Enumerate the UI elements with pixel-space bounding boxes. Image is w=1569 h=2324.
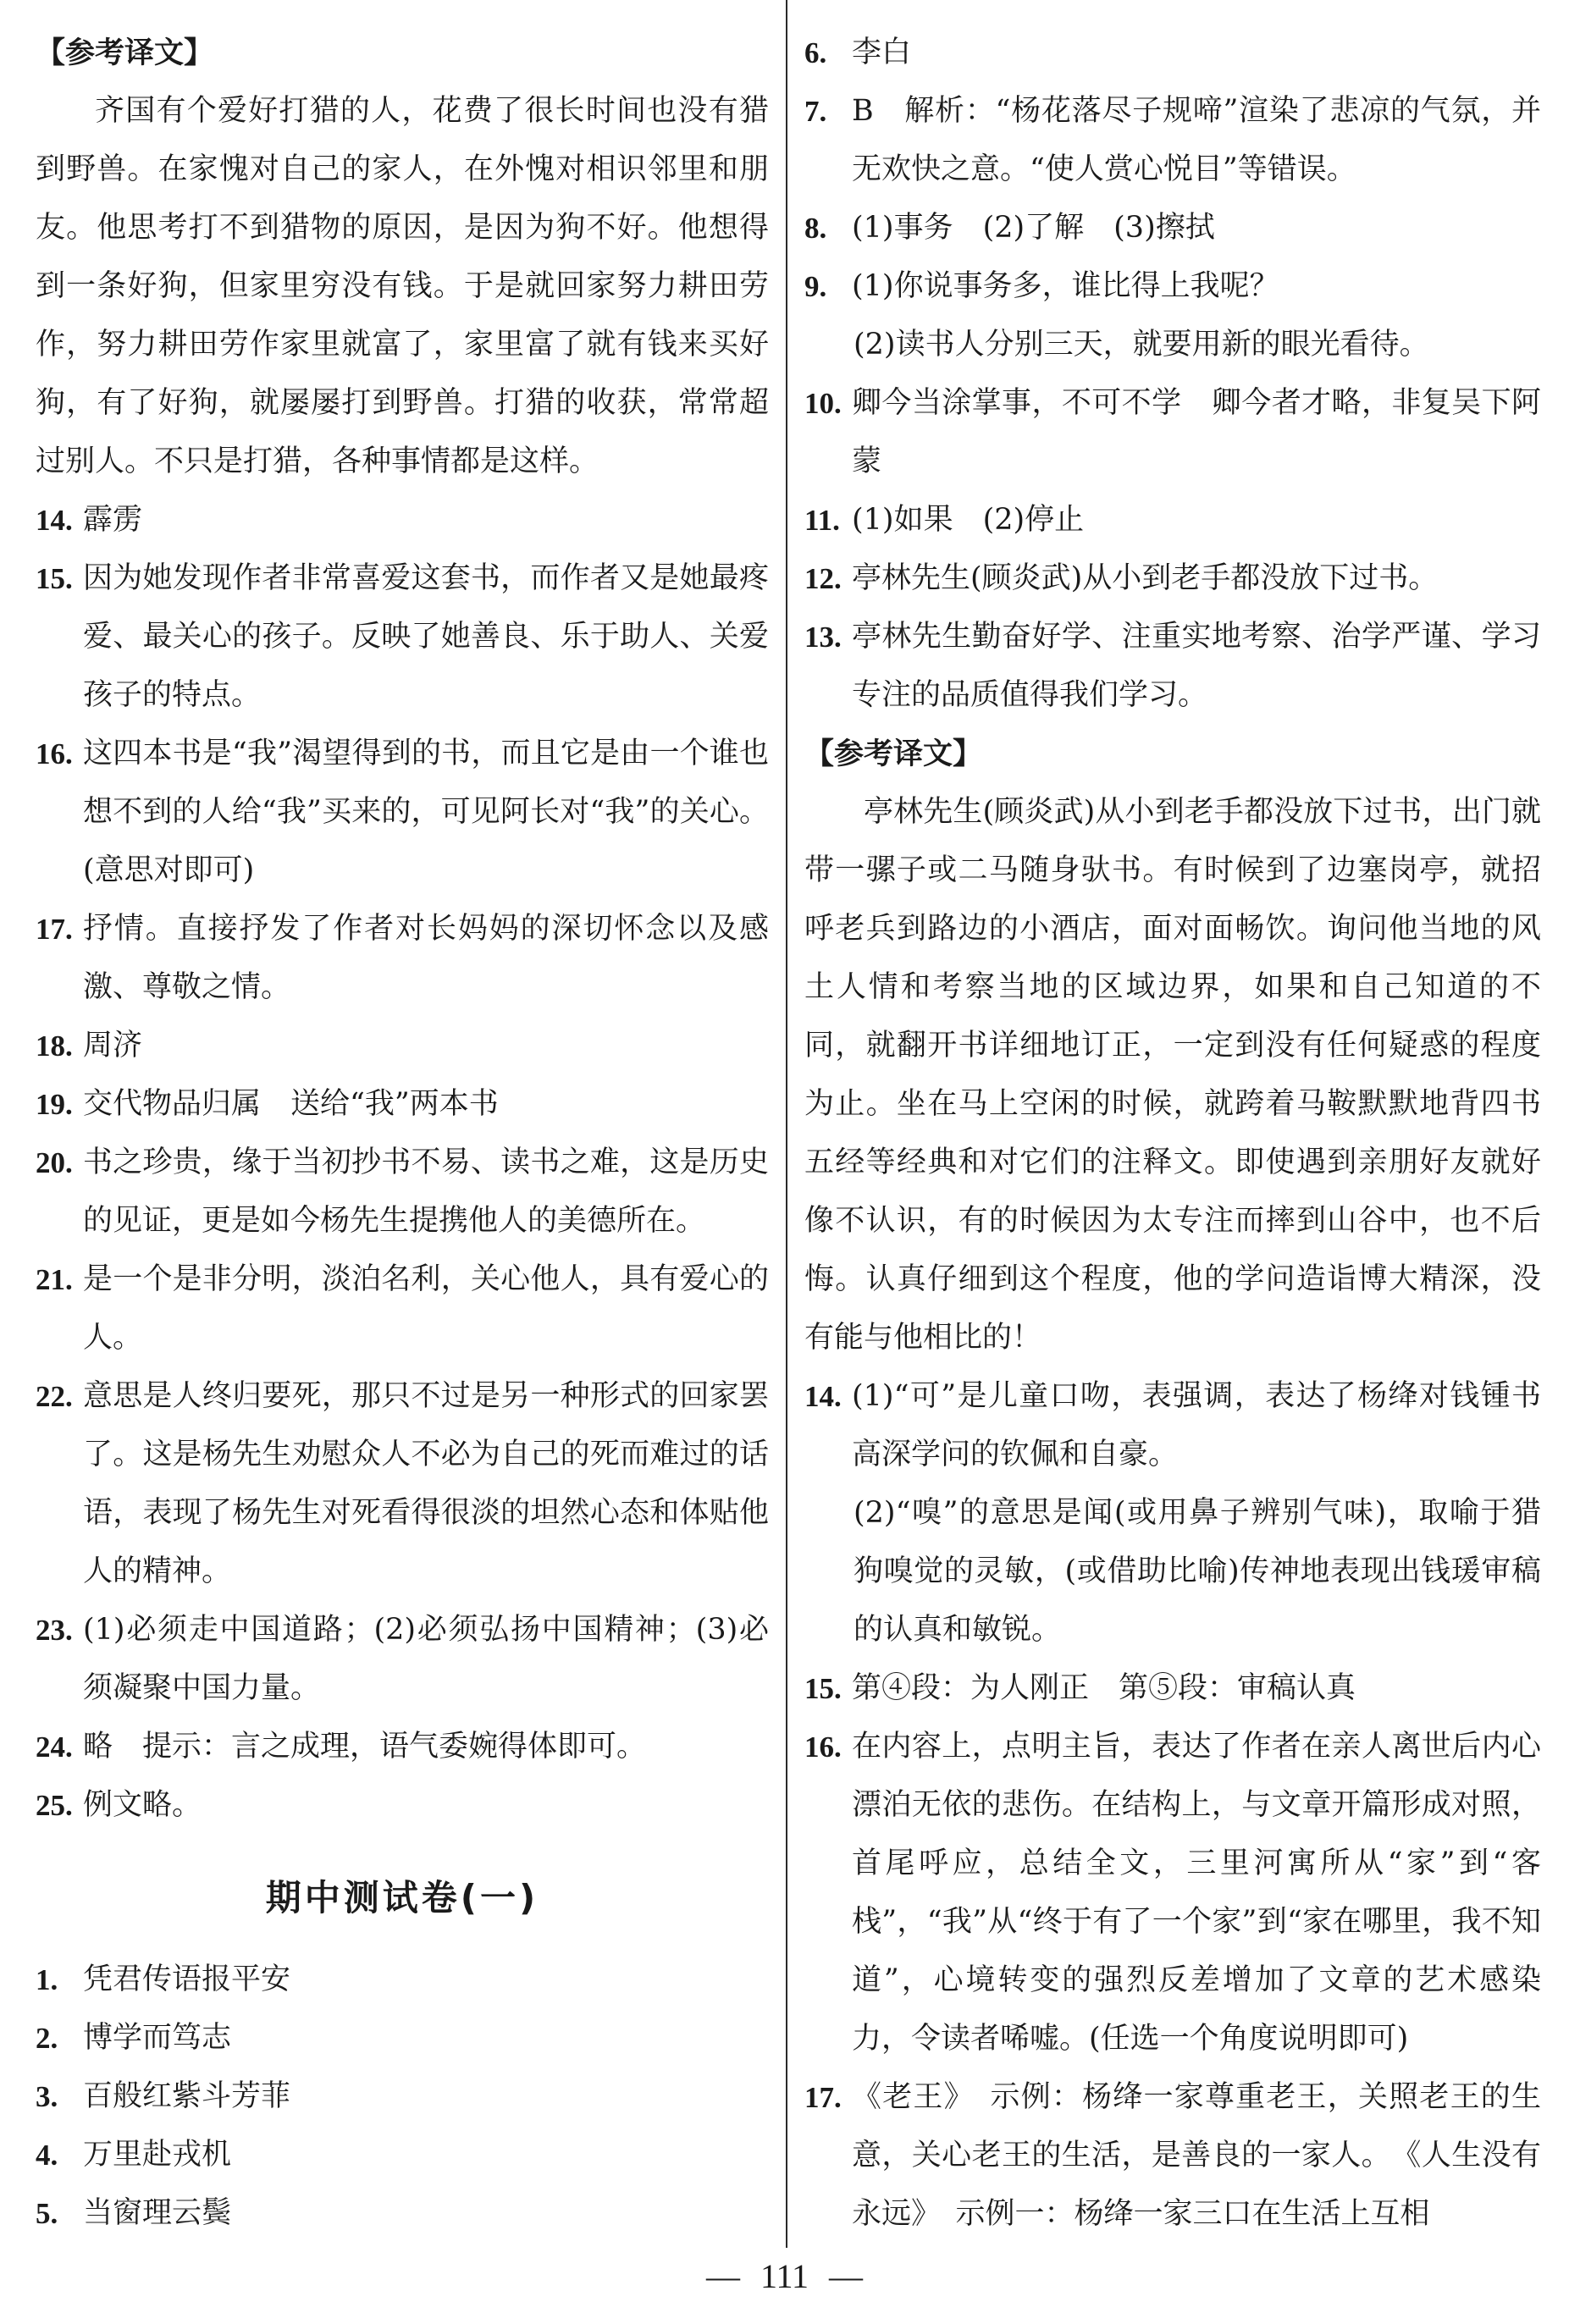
item-text: 亭林先生勤奋好学、注重实地考察、治学严谨、学习专注的品质值得我们学习。 <box>852 620 1541 712</box>
item-number: 25. <box>36 1789 73 1822</box>
page-number-dash-left: — <box>705 2257 740 2295</box>
answer-item <box>36 491 769 549</box>
page-number <box>0 2256 1569 2296</box>
item-number: 23. <box>36 1614 73 1647</box>
item-text: 万里赴戎机 <box>83 2138 232 2172</box>
item-number: 14. <box>36 504 73 537</box>
item-text: 交代物品归属 送给“我”两本书 <box>83 1087 499 1121</box>
left-column <box>36 24 769 2243</box>
answer-item <box>36 2184 769 2243</box>
item-number: 11. <box>804 504 840 537</box>
item-number: 17. <box>36 913 73 946</box>
item-number: 1. <box>36 1963 58 1996</box>
item-text: 书之珍贵，缘于当初抄书不易、读书之难，这是历史的见证，更是如今杨先生提携他人的美德所在。 <box>83 1145 769 1238</box>
item-text: 《老王》 示例：杨绛一家尊重老王，关照老王的生意，关心老王的生活，是善良的一家人。 《人生没有永远》 示例一：杨绛一家三口在生活上互相 <box>852 2080 1541 2231</box>
answer-item <box>804 24 1541 82</box>
item-text: 意思是人终归要死，那只不过是另一种形式的回家罢了。这是杨先生劝慰众人不必为自己的死而难过的话语，表现了杨先生对死看得很淡的坦然心态和体贴他人的精神。 <box>83 1379 769 1588</box>
answer-item <box>804 82 1541 199</box>
answer-item <box>36 1718 769 1776</box>
answer-item <box>36 1075 769 1134</box>
item-number: 15. <box>36 562 73 595</box>
item-number: 19. <box>36 1088 73 1121</box>
item-number: 4. <box>36 2139 58 2172</box>
item-text: 李白 <box>852 36 912 69</box>
item-text: 例文略。 <box>83 1788 202 1822</box>
item-subtext: (2)读书人分别三天，就要用新的眼光看待。 <box>854 328 1429 362</box>
answer-item <box>36 725 769 900</box>
item-text: 抒情。直接抒发了作者对长妈妈的深切怀念以及感激、尊敬之情。 <box>83 912 769 1004</box>
answer-item <box>36 1951 769 2009</box>
item-text: (1)如果 (2)停止 <box>852 503 1085 537</box>
item-text: 周济 <box>83 1029 143 1063</box>
item-text: (1)“可”是儿童口吻，表强调，表达了杨绛对钱锺书高深学问的钦佩和自豪。 <box>852 1379 1541 1471</box>
item-number: 12. <box>804 562 842 595</box>
answer-item <box>804 199 1541 257</box>
item-number: 16. <box>804 1731 842 1764</box>
reference-translation-label: 【参考译文】 <box>804 737 983 771</box>
answer-item <box>804 549 1541 608</box>
answer-item <box>36 2067 769 2126</box>
item-number: 13. <box>804 621 842 654</box>
item-number: 10. <box>804 387 842 420</box>
reference-translation-text: 齐国有个爱好打猎的人，花费了很长时间也没有猎到野兽。在家愧对自己的家人，在外愧对相识邻里和朋友。他思考打不到猎物的原因，是因为狗不好。他想得到一条好狗，但家里穷没有钱。于是就回家努力耕田劳作，努力耕田劳作家里就富了，家里富了就有钱来买好狗，有了好狗，就屡屡打到野兽。打猎的收获，常常超过别人。不只是打猎，各种事情都是这样。 <box>36 94 769 478</box>
item-text: B 解析：“杨花落尽子规啼”渲染了悲凉的气氛，并无欢快之意。“使人赏心悦目”等错误。 <box>852 94 1541 186</box>
answer-item <box>36 2009 769 2067</box>
page-number-value: 111 <box>760 2257 809 2295</box>
answer-item <box>804 374 1541 491</box>
answer-item <box>36 1601 769 1718</box>
item-text: 因为她发现作者非常喜爱这套书，而作者又是她最疼爱、最关心的孩子。反映了她善良、乐于助人、关爱孩子的特点。 <box>83 561 769 712</box>
answer-item <box>36 1776 769 1835</box>
item-text: (1)你说事务多，谁比得上我呢？ <box>852 269 1279 303</box>
item-text: 是一个是非分明，淡泊名利，关心他人，具有爱心的人。 <box>83 1262 769 1355</box>
item-number: 8. <box>804 212 827 245</box>
answer-item <box>804 491 1541 549</box>
item-number: 24. <box>36 1731 73 1764</box>
answer-item <box>36 900 769 1017</box>
item-text: 百般红紫斗芳菲 <box>83 2079 291 2113</box>
answer-item <box>804 2068 1541 2244</box>
item-number: 15. <box>804 1672 842 1705</box>
item-number: 7. <box>804 95 827 128</box>
item-text: 霹雳 <box>83 503 143 537</box>
page-number-dash-right: — <box>829 2257 864 2295</box>
answer-item <box>36 1134 769 1250</box>
answer-item <box>36 2126 769 2184</box>
item-number: 22. <box>36 1380 73 1413</box>
answer-item <box>804 1718 1541 2068</box>
item-text: 亭林先生(顾炎武)从小到老手都没放下过书。 <box>852 561 1439 595</box>
item-text: 当窗理云鬓 <box>83 2196 232 2230</box>
item-number: 3. <box>36 2080 58 2113</box>
item-text: 卿今当涂掌事，不可不学 卿今者才略，非复吴下阿蒙 <box>852 386 1541 478</box>
item-number: 16. <box>36 737 73 770</box>
item-text: 这四本书是“我”渴望得到的书，而且它是由一个谁也想不到的人给“我”买来的，可见阿长对“我”的关心。(意思对即可) <box>83 737 769 887</box>
column-divider <box>786 0 787 2248</box>
item-number: 9. <box>804 270 827 303</box>
answer-item <box>36 549 769 725</box>
item-text: 博学而笃志 <box>83 2021 232 2055</box>
reference-translation-label: 【参考译文】 <box>36 36 214 70</box>
item-number: 20. <box>36 1146 73 1179</box>
item-text: 略 提示：言之成理，语气委婉得体即可。 <box>83 1730 647 1764</box>
item-number: 2. <box>36 2022 58 2055</box>
item-number: 14. <box>804 1380 842 1413</box>
item-subtext: (2)“嗅”的意思是闻(或用鼻子辨别气味)，取喻于猎狗嗅觉的灵敏，(或借助比喻)传神地表现出钱瑗审稿的认真和敏锐。 <box>854 1496 1541 1647</box>
item-number: 21. <box>36 1263 73 1296</box>
item-text: 第④段：为人刚正 第⑤段：审稿认真 <box>852 1671 1356 1705</box>
reference-translation-text: 亭林先生(顾炎武)从小到老手都没放下过书，出门就带一骡子或二马随身驮书。有时候到了边塞岗亭，就招呼老兵到路边的小酒店，面对面畅饮。询问他当地的风土人情和考察当地的区域边界，如果和自己知道的不同，就翻开书详细地订正，一定到没有任何疑惑的程度为止。坐在马上空闲的时候，就跨着马鞍默默地背四书五经等经典和对它们的注释文。即使遇到亲朋好友就好像不认识，有的时候因为太专注而摔到山谷中，也不后悔。认真仔细到这个程度，他的学问造诣博大精深，没有能与他相比的！ <box>804 795 1541 1355</box>
section-title: 期中测试卷(一) <box>265 1877 539 1918</box>
answer-item <box>36 1017 769 1075</box>
answer-item <box>804 608 1541 725</box>
answer-item <box>36 1367 769 1601</box>
item-number: 17. <box>804 2081 842 2114</box>
answer-item <box>804 1367 1541 1659</box>
item-number: 18. <box>36 1030 73 1063</box>
answer-item <box>36 1250 769 1367</box>
item-number: 5. <box>36 2197 58 2230</box>
item-text: (1)事务 (2)了解 (3)擦拭 <box>852 211 1215 245</box>
right-column <box>804 24 1541 2244</box>
item-number: 6. <box>804 36 827 69</box>
answer-item <box>804 1659 1541 1718</box>
item-text: 凭君传语报平安 <box>83 1962 291 1996</box>
item-text: 在内容上，点明主旨，表达了作者在亲人离世后内心漂泊无依的悲伤。在结构上，与文章开篇形成对照，首尾呼应，总结全文，三里河寓所从“家”到“客栈”，“我”从“终于有了一个家”到“家在哪里，我不知道”，心境转变的强烈反差增加了文章的艺术感染力，令读者唏嘘。(任选一个角度说明即可) <box>852 1730 1541 2056</box>
answer-item <box>804 257 1541 374</box>
item-text: (1)必须走中国道路；(2)必须弘扬中国精神；(3)必须凝聚中国力量。 <box>83 1613 769 1705</box>
